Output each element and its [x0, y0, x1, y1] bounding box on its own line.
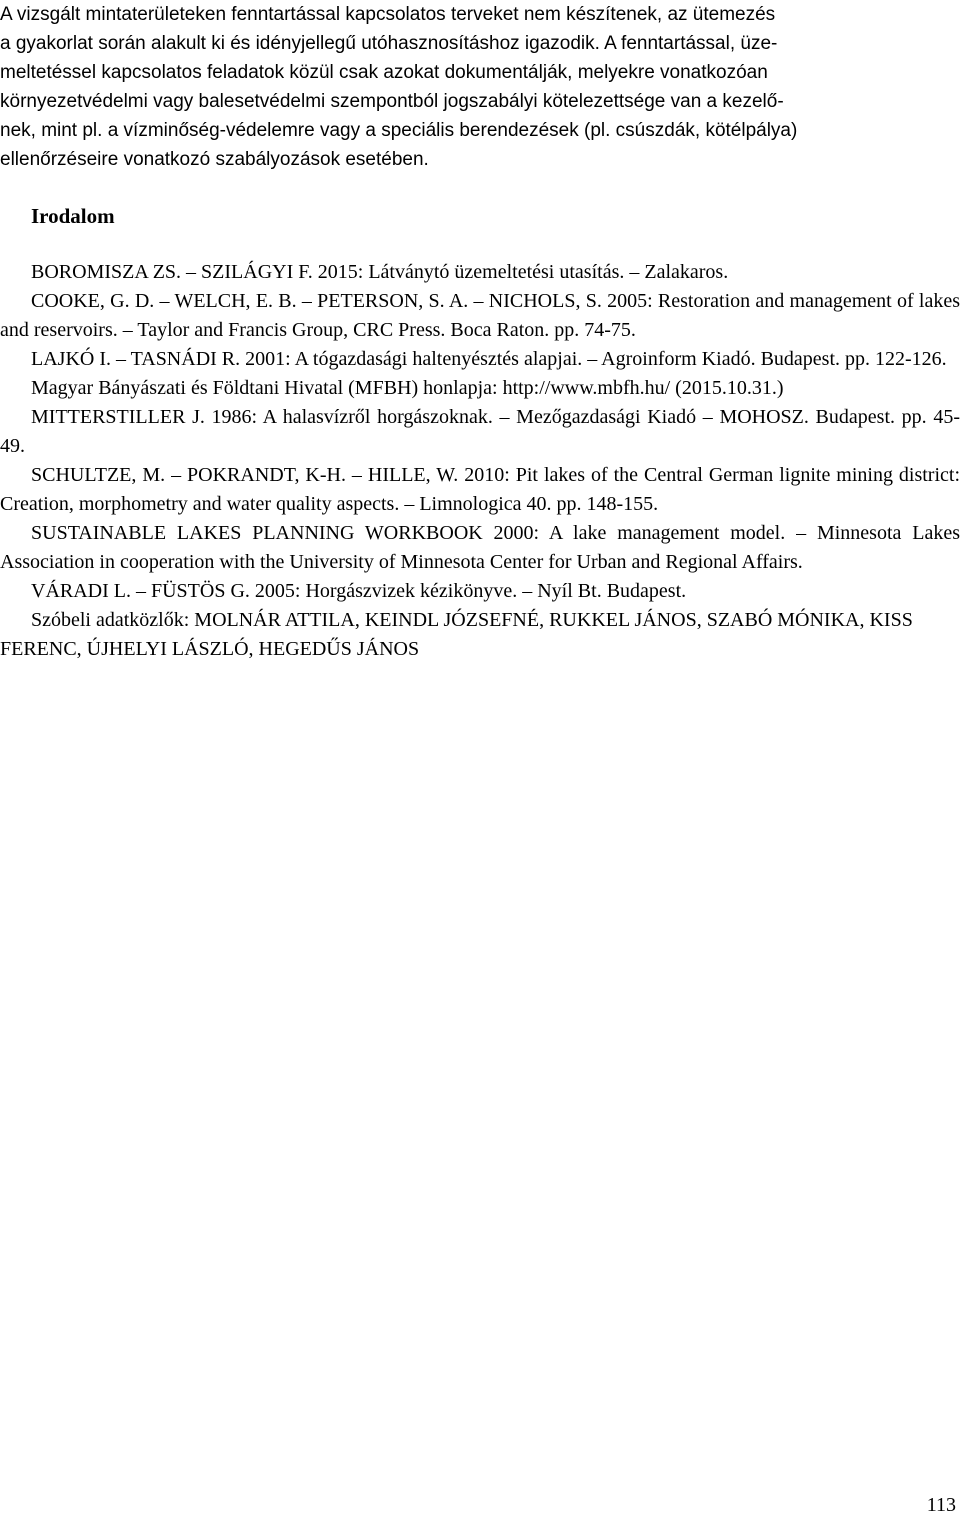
- paragraph-line: ellenőrzéseire vonatkozó szabályozások esetében.: [0, 149, 429, 170]
- reference-details: Szóbeli adatközlők:: [31, 609, 195, 631]
- reference-entry: [0, 258, 960, 287]
- reference-entry: [0, 403, 960, 461]
- reference-authors: SCHULTZE, M. – POKRANDT, K-H. – HILLE, W.: [31, 464, 459, 486]
- reference-details: 2000: A lake management model. – Minnesota Lakes Association in cooperation with the University of Minnesota Center for Urban and Regional Affairs.: [0, 522, 960, 573]
- reference-authors: VÁRADI L. – FÜSTÖS G.: [31, 580, 250, 602]
- reference-details: 2005: Horgászvizek kézikönyve. – Nyíl Bt. Budapest.: [249, 580, 687, 602]
- reference-authors: COOKE, G. D. – WELCH, E. B. – PETERSON, S. A. – NICHOLS, S.: [31, 290, 602, 312]
- body-paragraph: [0, 0, 960, 174]
- reference-entry: [0, 345, 960, 374]
- paragraph-line: a gyakorlat során alakult ki és idényjellegű utóhasznosításhoz igazodik. A fenntartással, üze-: [0, 33, 778, 54]
- reference-entry: [0, 519, 960, 577]
- reference-authors: MITTERSTILLER J.: [31, 406, 205, 428]
- reference-list: [0, 258, 960, 664]
- reference-details: 2001: A tógazdasági haltenyésztés alapjai. – Agroinform Kiadó. Budapest. pp. 122-126.: [240, 348, 947, 370]
- reference-details: 1986: A halasvízről horgászoknak. – Mezőgazdasági Kiadó – MOHOSZ. Budapest. pp. 45-49.: [0, 406, 960, 457]
- reference-details: 2005: Restoration and management of lakes and reservoirs. – Taylor and Francis Group, CRC Press. Boca Raton. pp. 74-75.: [0, 290, 960, 341]
- paragraph-line: nek, mint pl. a vízminőség-védelemre vagy a speciális berendezések (pl. csúszdák, kötélpálya): [0, 120, 798, 141]
- reference-authors: LAJKÓ I. – TASNÁDI R.: [31, 348, 241, 370]
- reference-entry: [0, 461, 960, 519]
- reference-details: 2015: Látványtó üzemeltetési utasítás. – Zalakaros.: [312, 261, 729, 283]
- reference-entry: [0, 577, 960, 606]
- reference-details: Magyar Bányászati és Földtani Hivatal (MFBH) honlapja: http://www.mbfh.hu/ (2015.10.31.): [31, 377, 784, 399]
- paragraph-line: meltetéssel kapcsolatos feladatok közül csak azokat dokumentálják, melyekre vonatkozóan: [0, 62, 768, 83]
- reference-authors: SUSTAINABLE LAKES PLANNING WORKBOOK: [31, 522, 483, 544]
- page-number: 113: [926, 1494, 956, 1516]
- reference-informants: MOLNÁR ATTILA, KEINDL JÓZSEFNÉ, RUKKEL JÁNOS, SZABÓ MÓNIKA, KISS FERENC, ÚJHELYI LÁSZLÓ, HEGEDŰS JÁNOS: [0, 609, 913, 660]
- reference-entry: [0, 374, 960, 403]
- paragraph-line: A vizsgált mintaterületeken fenntartással kapcsolatos terveket nem készítenek, az ütemezés: [0, 4, 776, 25]
- reference-entry: [0, 287, 960, 345]
- reference-details: 2010: Pit lakes of the Central German lignite mining district: Creation, morphometry and water quality aspects. – Limnologica 40. pp. 148-155.: [0, 464, 960, 515]
- reference-authors: BOROMISZA ZS. – SZILÁGYI F.: [31, 261, 313, 283]
- paragraph-line: környezetvédelmi vagy balesetvédelmi szempontból jogszabályi kötelezettsége van a kezelő-: [0, 91, 784, 112]
- reference-entry: [0, 606, 960, 664]
- section-heading: Irodalom: [31, 204, 115, 228]
